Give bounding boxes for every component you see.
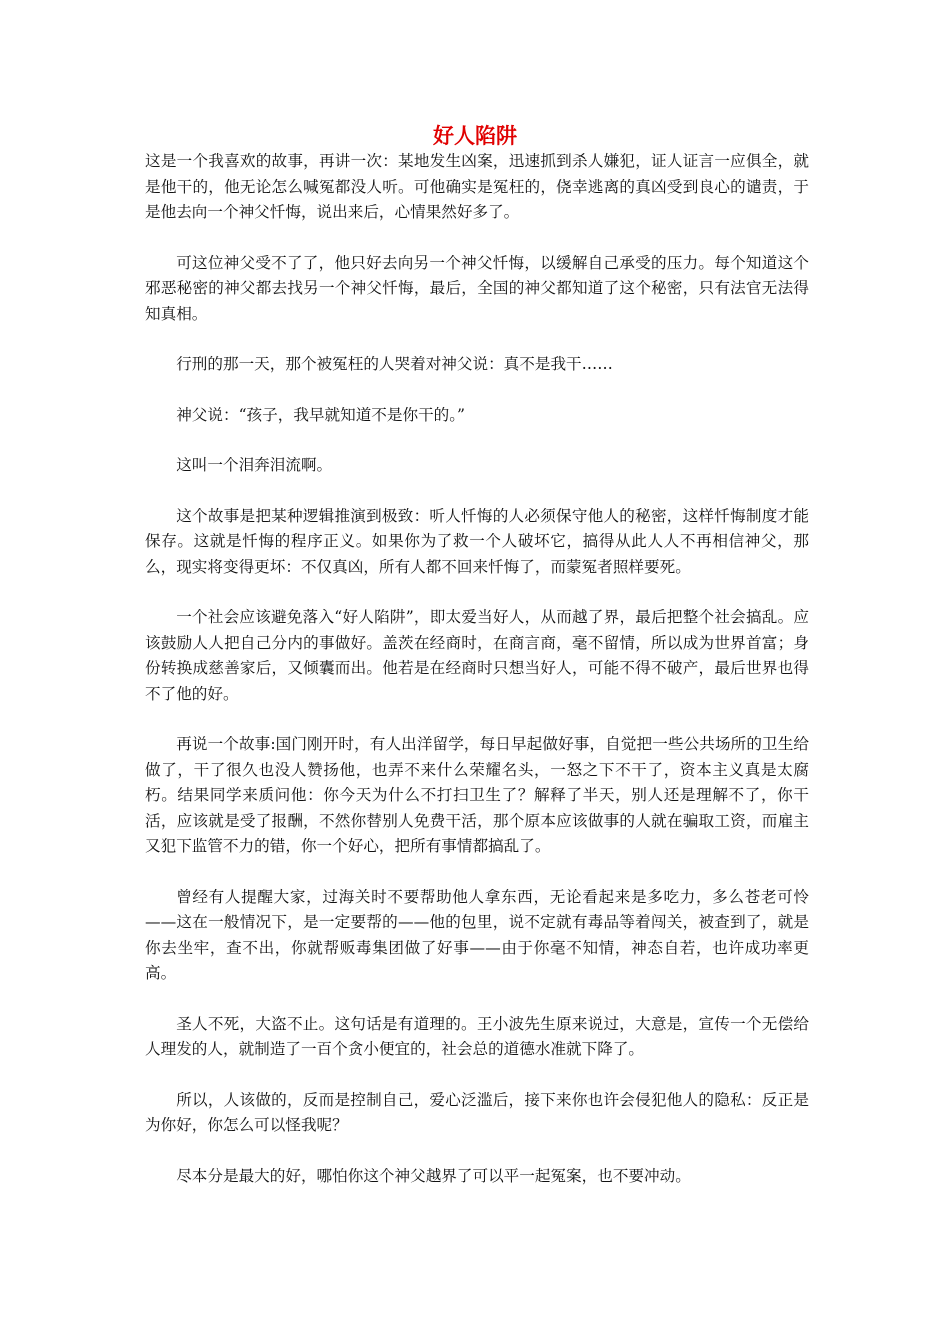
paragraph: 行刑的那一天，那个被冤枉的人哭着对神父说：真不是我干…… <box>176 355 613 373</box>
document-title: 好人陷阱 <box>433 123 517 148</box>
paragraph: 这叫一个泪奔泪流啊。 <box>176 456 333 474</box>
paragraph: 可这位神父受不了了，他只好去向另一个神父忏悔，以缓解自己承受的压力。每个知道这个邪恶秘密的神父都去找另一个神父忏悔，最后，全国的神父都知道了这个秘密，只有法官无法得知真相。 <box>145 253 809 323</box>
paragraph: 再说一个故事:国门刚开时，有人出洋留学，每日早起做好事，自觉把一些公共场所的卫生给做了，干了很久也没人赞扬他，也弄不来什么荣耀名头，一怒之下不干了，资本主义真是太腐朽。结果同学来质问他：你今天为什么不打扫卫生了？解释了半天，别人还是理解不了，你干活，应该就是受了报酬，不然你替别人免费干活，那个原本应该做事的人就在骗取工资，而雇主又犯下监管不力的错，你一个好心，把所有事情都搞乱了。 <box>145 735 809 855</box>
paragraph: 神父说：“孩子，我早就知道不是你干的。” <box>176 405 466 424</box>
paragraph: 一个社会应该避免落入“好人陷阱”，即太爱当好人，从而越了界，最后把整个社会搞乱。应该鼓励人人把自己分内的事做好。盖茨在经商时，在商言商，毫不留情，所以成为世界首富；身份转换成慈善家后，又倾囊而出。他若是在经商时只想当好人，可能不得不破产，最后世界也得不了他的好。 <box>145 608 809 703</box>
paragraph: 这是一个我喜欢的故事，再讲一次：某地发生凶案，迅速抓到杀人嫌犯，证人证言一应俱全，就是他干的，他无论怎么喊冤都没人听。可他确实是冤枉的，侥幸逃离的真凶受到良心的谴责，于是他去向一个神父忏悔，说出来后，心情果然好多了。 <box>145 152 809 221</box>
paragraph: 这个故事是把某种逻辑推演到极致：听人忏悔的人必须保守他人的秘密，这样忏悔制度才能保存。这就是忏悔的程序正义。如果你为了救一个人破坏它，搞得从此人人不再相信神父，那么，现实将变得更坏：不仅真凶，所有人都不回来忏悔了，而蒙冤者照样要死。 <box>145 506 809 576</box>
paragraph: 圣人不死，大盗不止。这句话是有道理的。王小波先生原来说过，大意是，宣传一个无偿给人理发的人，就制造了一百个贪小便宜的，社会总的道德水准就下降了。 <box>145 1014 809 1058</box>
paragraph: 所以，人该做的，反而是控制自己，爱心泛滥后，接下来你也许会侵犯他人的隐私：反正是为你好，你怎么可以怪我呢？ <box>145 1090 809 1134</box>
document-body <box>145 149 809 1214</box>
paragraph: 曾经有人提醒大家，过海关时不要帮助他人拿东西，无论看起来是多吃力，多么苍老可怜——这在一般情况下，是一定要帮的——他的包里，说不定就有毒品等着闯关，被查到了，就是你去坐牢，查不出，你就帮贩毒集团做了好事——由于你毫不知情，神态自若，也许成功率更高。 <box>145 887 809 982</box>
paragraph: 尽本分是最大的好，哪怕你这个神父越界了可以平一起冤案，也不要冲动。 <box>176 1166 691 1185</box>
